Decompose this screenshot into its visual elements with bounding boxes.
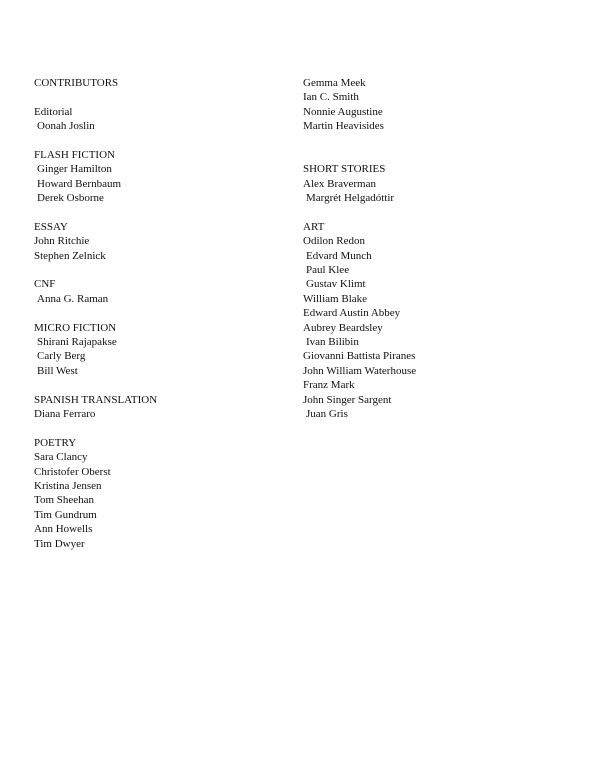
contributor-name: Ian C. Smith [303,91,359,104]
spacer [34,378,284,392]
spacer [34,206,284,220]
contributor-name: Giovanni Battista Piranes [303,350,416,363]
section-heading-short-stories: SHORT STORIES [303,163,386,176]
contributor-name: Kristina Jensen [34,479,102,492]
section-heading-micro-fiction: MICRO FICTION [34,321,117,334]
contributor-name: Bill West [37,364,78,377]
contributor-name: Ivan Bilibin [306,336,359,349]
contributor-name: Carly Berg [37,350,86,363]
contributor-name: Derek Osborne [37,192,104,205]
contributor-name: Tim Dwyer [34,537,85,550]
spacer [34,306,284,320]
contributor-name: Anna G. Raman [37,292,109,305]
spacer [34,90,284,104]
contributor-name: Gustav Klimt [306,278,366,291]
section-heading-poetry: POETRY [34,436,77,449]
contributor-name: Edvard Munch [306,249,372,262]
contributor-name: Martin Heavisides [303,120,384,133]
contributor-name: Gemma Meek [303,77,366,89]
contributor-name: Edward Austin Abbey [303,307,401,320]
contributor-name: Alex Braverman [303,177,376,190]
contributor-name: Juan Gris [306,407,348,420]
contributor-name: Aubrey Beardsley [303,321,383,334]
spacer [34,263,284,277]
spacer [303,206,573,220]
contributor-name: Ginger Hamilton [37,163,112,176]
section-heading-spanish-translation: SPANISH TRANSLATION [34,393,158,406]
section-heading-cnf: CNF [34,278,56,291]
contributor-name: Oonah Joslin [37,120,95,133]
contributor-name: Tim Gundrum [34,508,97,521]
contributor-name: Odilon Redon [303,235,366,248]
contributor-name: John William Waterhouse [303,364,417,377]
section-heading-editorial: Editorial [34,105,73,118]
contributor-name: William Blake [303,292,368,305]
contributor-name: Paul Klee [306,264,350,277]
contributor-name: Ann Howells [34,523,93,536]
contributor-name: Diana Ferraro [34,407,96,420]
contributor-name: Tom Sheehan [34,494,95,507]
contributor-name: Stephen Zelnick [34,249,106,262]
page-title: CONTRIBUTORS [34,77,119,89]
contributor-name: John Ritchie [34,235,90,248]
section-heading-art: ART [303,220,325,233]
contributor-name: Franz Mark [303,379,355,392]
contributor-name: John Singer Sargent [303,393,392,406]
spacer [303,134,573,148]
right-column [303,76,573,421]
contributor-name: Nonnie Augustine [303,105,383,118]
spacer [34,134,284,148]
spacer [303,148,573,162]
left-column [34,76,284,551]
contributor-name: Christofer Oberst [34,465,111,478]
contributor-name: Sara Clancy [34,451,88,464]
contributor-name: Shirani Rajapakse [37,336,117,349]
section-heading-flash-fiction: FLASH FICTION [34,148,115,161]
spacer [34,421,284,435]
contributor-name: Margrét Helgadóttir [306,192,395,205]
contributor-name: Howard Bernbaum [37,177,122,190]
section-heading-essay: ESSAY [34,220,68,233]
